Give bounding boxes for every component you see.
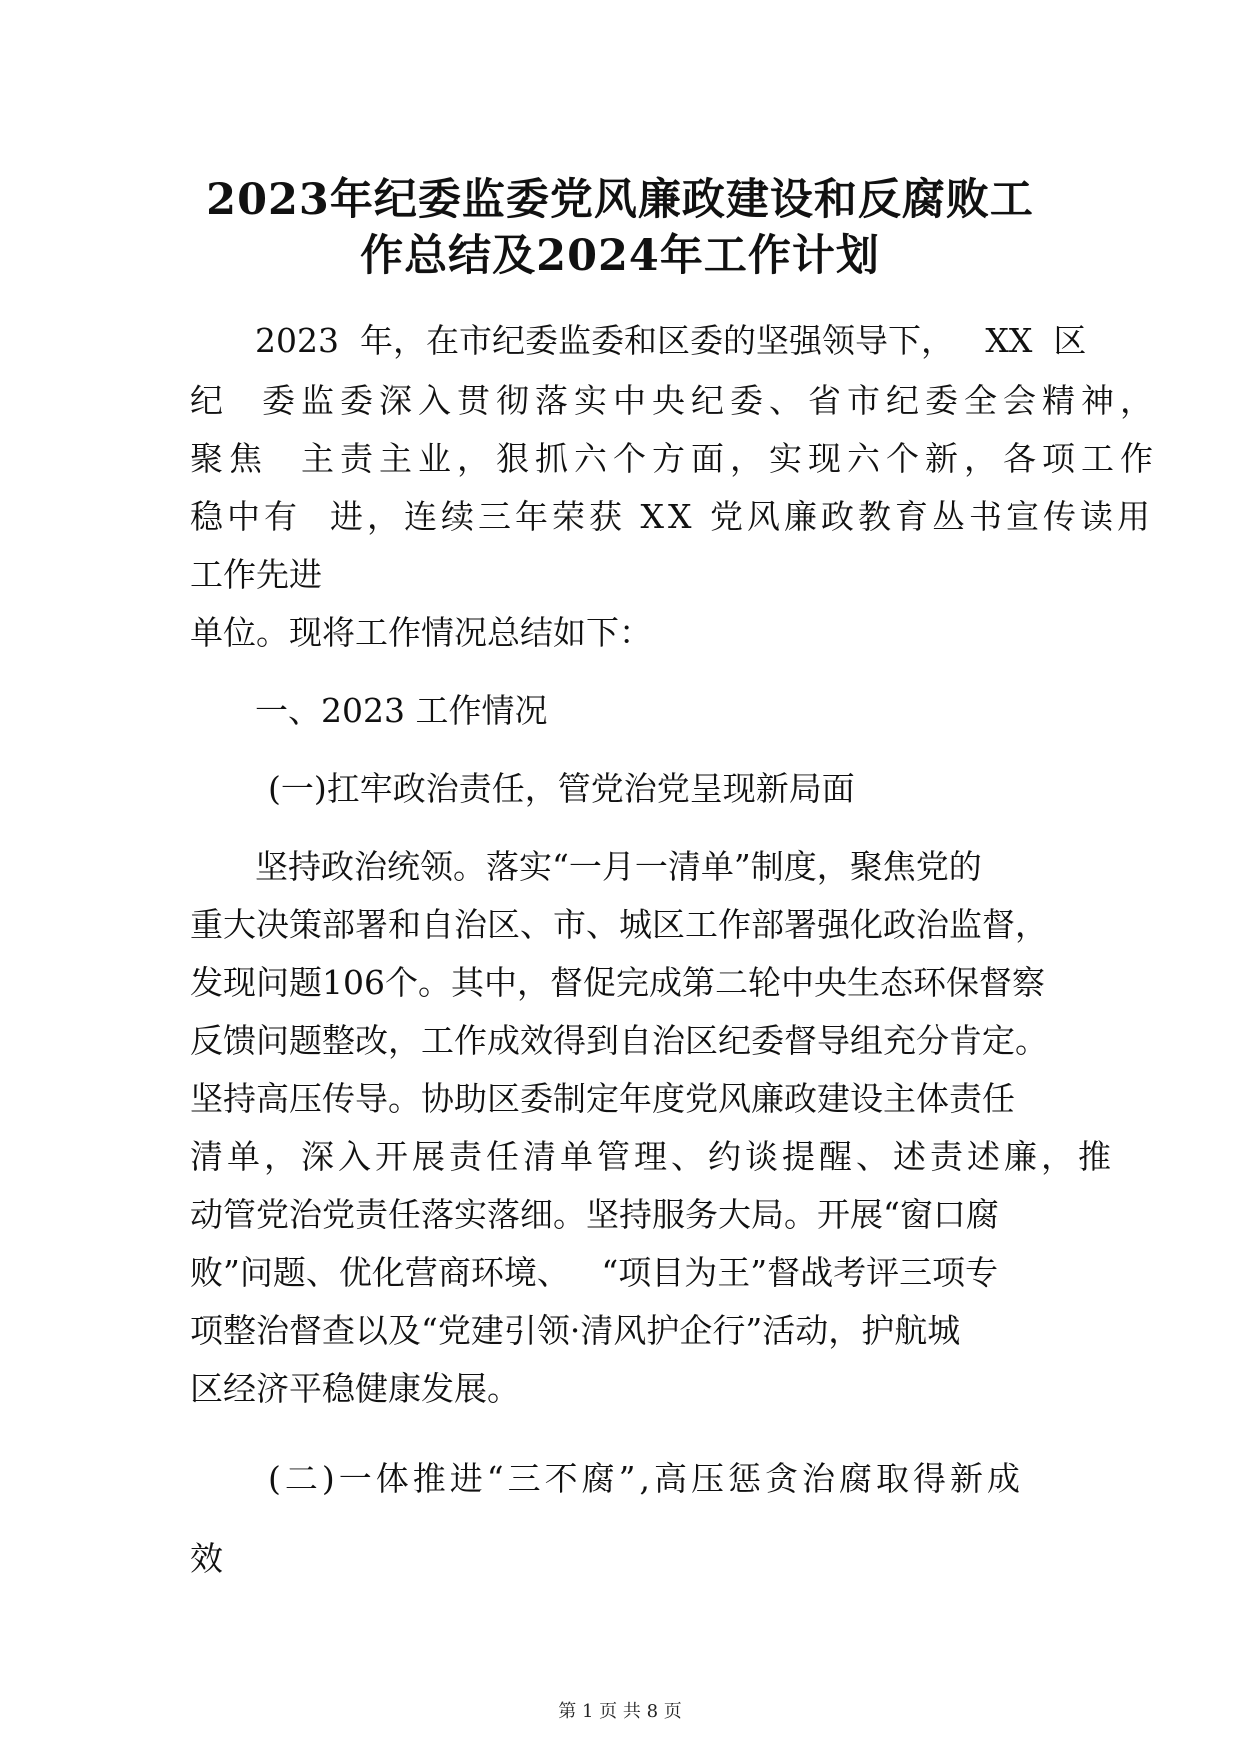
section-heading: 一、2023 工作情况 <box>255 691 548 730</box>
body-line: 发现问题106个。其中，督促完成第二轮中央生态环保督察 <box>190 963 1045 1002</box>
document-title-line-1: 2023年纪委监委党风廉政建设和反腐败工 <box>206 175 1034 225</box>
body-line: 动管党治党责任落实落细。坚持服务大局。开展“窗口腐 <box>190 1195 999 1234</box>
page-number-footer: 第 1 页 共 8 页 <box>558 1701 682 1722</box>
body-line: 效 <box>190 1539 223 1578</box>
body-line: 项整治督查以及“党建引领·清风护企行”活动，护航城 <box>190 1311 961 1350</box>
body-line: 反馈问题整改，工作成效得到自治区纪委督导组充分肯定。 <box>190 1021 1048 1060</box>
body-line: 稳中有 进，连续三年荣获 XX 党风廉政教育丛书宣传读用 <box>190 497 1154 536</box>
body-line: 清单，深入开展责任清单管理、约谈提醒、述责述廉，推 <box>190 1137 1115 1176</box>
body-line: 重大决策部署和自治区、市、城区工作部署强化政治监督， <box>190 905 1048 944</box>
body-line: 败”问题、优化营商环境、 “项目为王”督战考评三项专 <box>190 1253 999 1292</box>
body-line: 聚焦 主责主业，狠抓六个方面，实现六个新，各项工作 <box>190 439 1159 478</box>
subsection-heading: (一)扛牢政治责任，管党治党呈现新局面 <box>268 769 855 808</box>
body-line: 区经济平稳健康发展。 <box>190 1369 520 1408</box>
body-line: 单位。现将工作情况总结如下： <box>190 613 652 652</box>
subsection-heading: (二)一体推进“三不腐”,高压惩贪治腐取得新成 <box>268 1459 1024 1498</box>
document-title-line-2: 作总结及2024年工作计划 <box>360 231 880 281</box>
body-line: 工作先进 <box>190 555 322 594</box>
body-line: 坚持高压传导。协助区委制定年度党风廉政建设主体责任 <box>190 1079 1015 1118</box>
body-line: 纪 委监委深入贯彻落实中央纪委、省市纪委全会精神， <box>190 381 1159 420</box>
body-line: 2023 年，在市纪委监委和区委的坚强领导下， XX 区 <box>255 321 1087 360</box>
body-line: 坚持政治统领。落实“一月一清单”制度，聚焦党的 <box>255 847 982 886</box>
